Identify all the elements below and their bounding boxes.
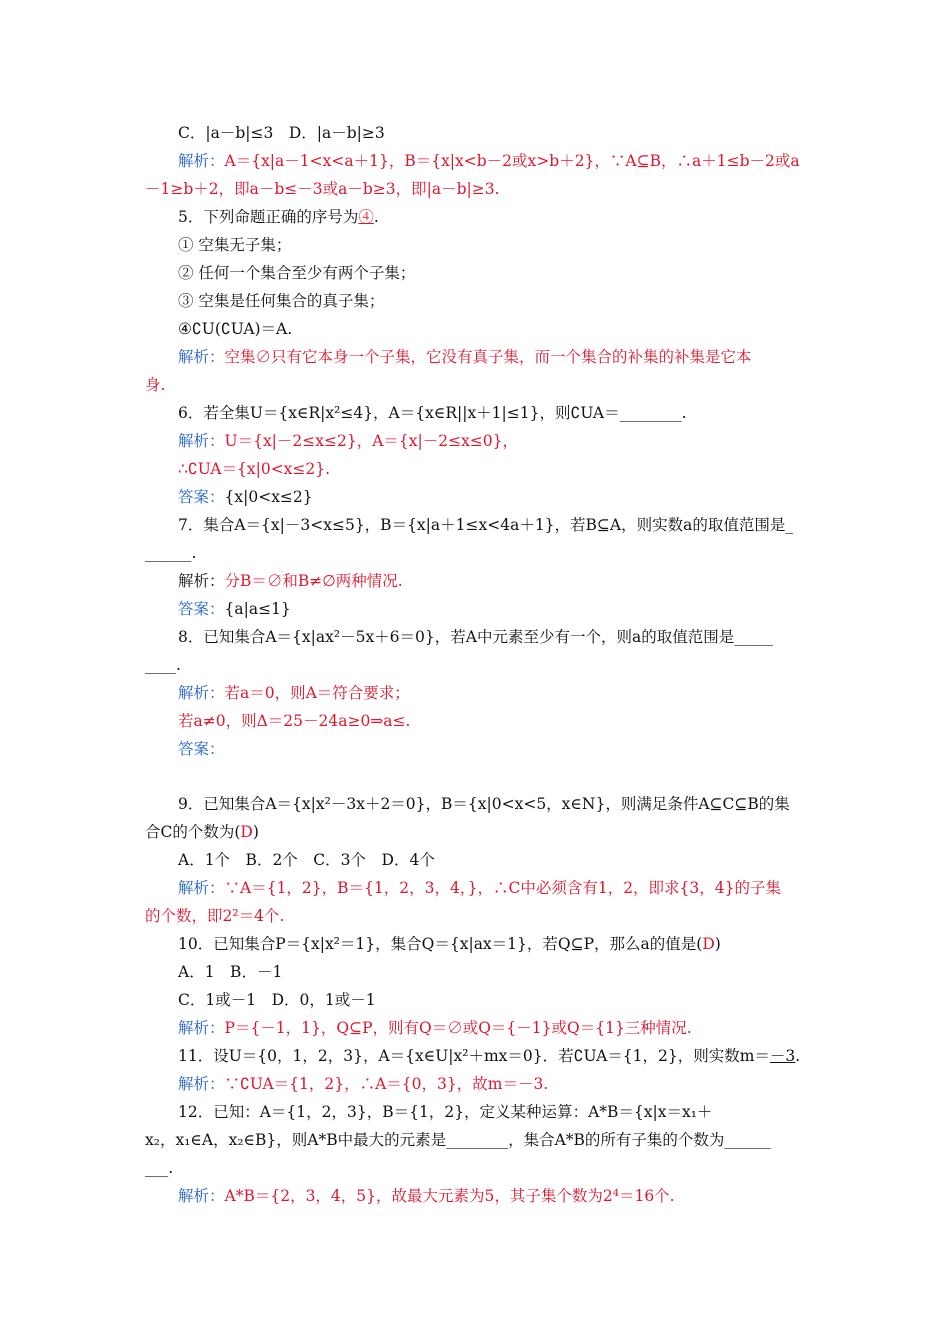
explanation-text: 分B＝∅和B≠∅两种情况. bbox=[224, 572, 403, 590]
answer-label: 答案： bbox=[178, 740, 225, 758]
option-text: A．1个 B．2个 C．3个 D．4个 bbox=[178, 851, 435, 869]
q9-explanation-cont bbox=[0, 905, 950, 927]
q12-stem-cont bbox=[0, 1129, 950, 1151]
q10-stem bbox=[0, 933, 950, 955]
explanation-label: 解析： bbox=[178, 432, 225, 450]
q7-answer bbox=[0, 598, 950, 620]
question-text: ___. bbox=[145, 1159, 174, 1177]
q11-stem bbox=[0, 1045, 950, 1067]
explanation-label: 解析： bbox=[178, 1075, 225, 1093]
option-text: ② 任何一个集合至少有两个子集； bbox=[178, 264, 416, 282]
answer-mark: －3 bbox=[769, 1047, 796, 1065]
answer-text: {x|0<x≤2} bbox=[224, 488, 313, 506]
q12-stem bbox=[0, 1101, 950, 1123]
option-text: ① 空集无子集； bbox=[178, 236, 292, 254]
q5-option-2 bbox=[0, 262, 950, 284]
q4-explanation-cont bbox=[0, 178, 950, 200]
explanation-label: 解析： bbox=[178, 348, 225, 366]
punct: ) bbox=[714, 935, 721, 953]
q5-explanation bbox=[0, 346, 950, 368]
q6-explanation-cont bbox=[0, 458, 950, 480]
q12-explanation bbox=[0, 1185, 950, 1207]
q8-explanation bbox=[0, 682, 950, 704]
explanation-label: 解析： bbox=[178, 879, 225, 897]
explanation-text: A＝{x|a－1<x<a＋1}，B＝{x|x<b－2或x>b＋2}，∵A⊆B，∴a＋1≤b－2或a bbox=[224, 152, 800, 170]
option-text: C．|a－b|≤3 D．|a－b|≥3 bbox=[178, 124, 385, 142]
q10-options-ab bbox=[0, 961, 950, 983]
q7-stem-cont bbox=[0, 542, 950, 564]
q12-stem-cont2 bbox=[0, 1157, 950, 1179]
explanation-text: ∵∁UA＝{1，2}，∴A＝{0，3}，故m＝－3. bbox=[224, 1075, 549, 1093]
answer-mark: D bbox=[240, 823, 253, 841]
question-text: 5．下列命题正确的序号为 bbox=[178, 208, 359, 226]
question-text: 合C的个数为( bbox=[145, 823, 241, 841]
q4-explanation bbox=[0, 150, 950, 172]
explanation-text: 空集∅只有它本身一个子集，它没有真子集，而一个集合的补集的补集是它本 bbox=[224, 348, 752, 366]
question-text: ______. bbox=[145, 544, 197, 562]
explanation-label: 解析： bbox=[178, 1019, 225, 1037]
explanation-text: －1≥b＋2，即a－b≤－3或a－b≥3，即|a－b|≥3. bbox=[145, 180, 500, 198]
punct: . bbox=[795, 1047, 801, 1065]
q5-option-1 bbox=[0, 234, 950, 256]
q11-explanation bbox=[0, 1073, 950, 1095]
punct: . bbox=[373, 208, 379, 226]
q9-stem-cont bbox=[0, 821, 950, 843]
explanation-text: ∴∁UA＝{x|0<x≤2}. bbox=[178, 460, 331, 478]
explanation-text: 若a＝0，则A＝符合要求； bbox=[224, 684, 410, 702]
explanation-text: 的个数，即2²＝4个. bbox=[145, 907, 285, 925]
explanation-label: 解析： bbox=[178, 1187, 225, 1205]
q8-explanation-cont bbox=[0, 710, 950, 732]
question-text: 8．已知集合A＝{x|ax²－5x＋6＝0}，若A中元素至少有一个，则a的取值范围是_____ bbox=[178, 628, 773, 646]
q5-stem bbox=[0, 206, 950, 228]
q6-explanation bbox=[0, 430, 950, 452]
explanation-text: ∵A＝{1，2}，B＝{1，2，3，4，}，∴C中必须含有1，2，即求{3，4}的子集 bbox=[224, 879, 781, 897]
question-text: 10．已知集合P＝{x|x²＝1}，集合Q＝{x|ax＝1}，若Q⊆P，那么a的值是( bbox=[178, 935, 703, 953]
answer-text: {a|a≤1} bbox=[224, 600, 291, 618]
explanation-label: 解析： bbox=[178, 684, 225, 702]
option-text: ④∁U(∁UA)＝A. bbox=[178, 320, 293, 338]
explanation-label: 解析： bbox=[178, 152, 225, 170]
q6-answer bbox=[0, 486, 950, 508]
answer-mark: D bbox=[702, 935, 715, 953]
explanation-text: P＝{－1，1}，Q⊆P，则有Q＝∅或Q＝{－1}或Q＝{1}三种情况. bbox=[224, 1019, 692, 1037]
q4-options-cd bbox=[0, 122, 950, 144]
explanation-text: A*B＝{2，3，4，5}，故最大元素为5，其子集个数为2⁴＝16个. bbox=[224, 1187, 675, 1205]
answer-label: 答案： bbox=[178, 600, 225, 618]
q7-stem bbox=[0, 514, 950, 536]
q9-options bbox=[0, 849, 950, 871]
question-text: 11．设U＝{0，1，2，3}，A＝{x∈U|x²＋mx＝0}．若∁UA＝{1，2}，则实数m＝ bbox=[178, 1047, 770, 1065]
q5-option-3 bbox=[0, 290, 950, 312]
q8-stem bbox=[0, 626, 950, 648]
question-text: 6．若全集U＝{x∈R|x²≤4}，A＝{x∈R||x＋1|≤1}，则∁UA＝________. bbox=[178, 404, 687, 422]
question-text: ____. bbox=[145, 656, 181, 674]
q8-stem-cont bbox=[0, 654, 950, 676]
explanation-text: 身. bbox=[145, 376, 166, 394]
question-text: x₂，x₁∈A，x₂∈B}，则A*B中最大的元素是________，集合A*B的所有子集的个数为______ bbox=[145, 1131, 771, 1149]
answer-mark: ④ bbox=[358, 208, 374, 226]
q7-explanation bbox=[0, 570, 950, 592]
question-text: 12．已知：A＝{1，2，3}，B＝{1，2}，定义某种运算：A*B＝{x|x＝x₁＋ bbox=[178, 1103, 713, 1121]
explanation-text: U＝{x|－2≤x≤2}，A＝{x|－2≤x≤0}， bbox=[224, 432, 519, 450]
q9-stem bbox=[0, 793, 950, 815]
q10-explanation bbox=[0, 1017, 950, 1039]
explanation-text: 若a≠0，则Δ＝25－24a≥0⇒a≤. bbox=[178, 712, 411, 730]
question-text: 7．集合A＝{x|－3<x≤5}，B＝{x|a＋1≤x<4a＋1}，若B⊆A，则实数a的取值范围是_ bbox=[178, 516, 794, 534]
q6-stem bbox=[0, 402, 950, 424]
q5-option-4 bbox=[0, 318, 950, 340]
option-text: ③ 空集是任何集合的真子集； bbox=[178, 292, 385, 310]
option-text: A．1 B．－1 bbox=[178, 963, 283, 981]
q10-options-cd bbox=[0, 989, 950, 1011]
explanation-label: 解析： bbox=[178, 572, 225, 590]
q9-explanation bbox=[0, 877, 950, 899]
option-text: C．1或－1 D．0，1或－1 bbox=[178, 991, 376, 1009]
punct: ) bbox=[252, 823, 259, 841]
q5-explanation-cont bbox=[0, 374, 950, 396]
question-text: 9．已知集合A＝{x|x²－3x＋2＝0}，B＝{x|0<x<5，x∈N}，则满足条件A⊆C⊆B的集 bbox=[178, 795, 790, 813]
answer-label: 答案： bbox=[178, 488, 225, 506]
q8-answer bbox=[0, 738, 950, 760]
